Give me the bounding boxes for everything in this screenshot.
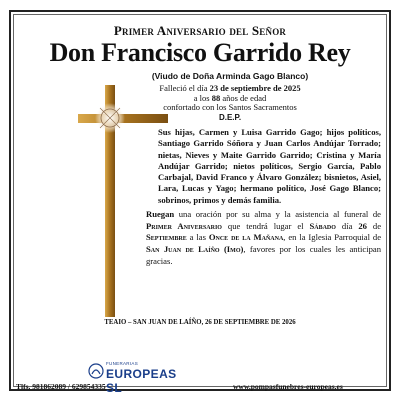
logo-small-text: FUNERARIAS: [106, 361, 139, 366]
dep-label: D.E.P.: [218, 113, 242, 122]
family-list: Sus hijas, Carmen y Luisa Garrido Gago; hijos políticos, Santiago Garrido Sóñora y Juan Carlos Andújar Torrado; nietas, Nieves y Maite Garrido Garrido; Cristina y María Andújar Garrido; nietos políticos, Sergio García, Pablo Carbajal, David Franco y Álvaro González; bisnietos, Asiel, Lara, Lucas y Yago; hermano político, José Gago Blanco; sobrinos, primos y demás familia.: [158, 127, 381, 205]
death-date-line: Falleció el día 23 de septiembre de 2025: [159, 83, 301, 93]
logo-mark-icon: [88, 363, 104, 379]
company-logo: [88, 361, 198, 395]
widow-note: (Viudo de Doña Arminda Gago Blanco): [151, 71, 309, 81]
death-age-line: a los 88 años de edad: [193, 92, 267, 103]
cross-icon: [78, 80, 168, 320]
deceased-name: Don Francisco Garrido Rey: [49, 38, 351, 67]
sacraments-line: confortado con los Santos Sacramentos: [163, 102, 297, 113]
phone-numbers: Tlfs. 981862089 / 629854335: [16, 382, 106, 391]
place-and-date: TEAIO – SAN JUAN DE LAÍÑO, 26 DE SEPTIEMBRE DE 2026: [104, 319, 296, 326]
funeral-request: Ruegan una oración por su alma y la asistencia al funeral de Primer Aniversario que tendrá lugar el Sábado día 26 de Septiembre a las Once de la Mañana, en la Iglesia Parroquial de San Juan de Laíño (Imo), favores por los cuales les anticipan gracias.: [146, 209, 382, 266]
intro-heading: Primer Aniversario del Señor: [113, 23, 287, 38]
logo-main-text: EUROPEAS SL: [106, 367, 177, 395]
website-url: www.pompasfunebres-europeas.es: [233, 382, 343, 391]
